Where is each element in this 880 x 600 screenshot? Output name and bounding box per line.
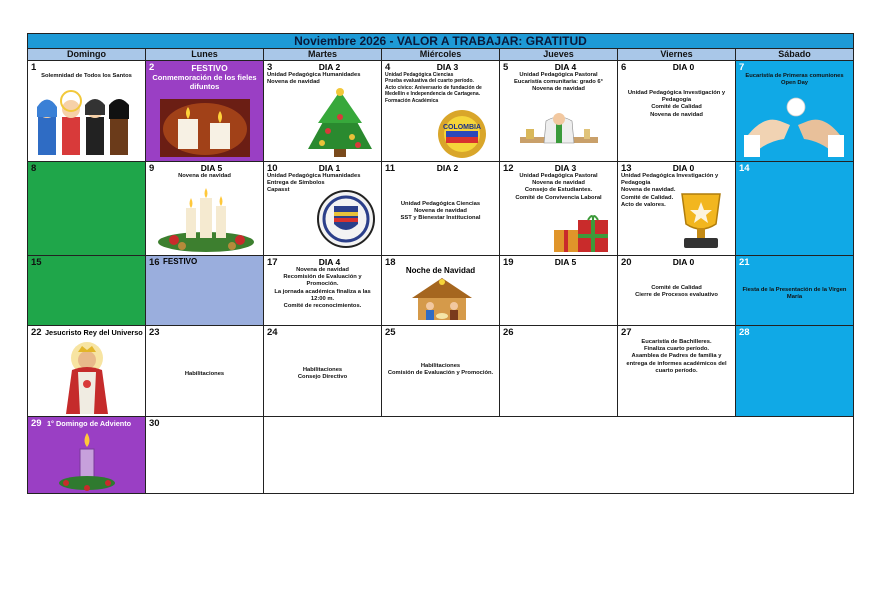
day-cell-17[interactable] <box>264 256 382 325</box>
dia-label: DIA 0 <box>672 163 695 173</box>
day-cell-8[interactable] <box>28 162 146 255</box>
day-note: Novena de navidad <box>414 208 467 215</box>
day-note: Novena de navidad <box>267 79 320 86</box>
day-number: 16 <box>149 257 160 268</box>
day-cell-12[interactable] <box>500 162 618 255</box>
trophy-icon <box>670 188 732 252</box>
day-note: Acto de valores. <box>621 201 666 208</box>
day-title: 1° Domingo de Adviento <box>47 419 132 428</box>
day-number: 10 <box>267 163 278 174</box>
day-cell-21[interactable] <box>736 256 853 325</box>
day-note: Asamblea de Padres de familia y entrega de informes académicos del cuarto período. <box>626 353 727 374</box>
day-number: 1 <box>31 62 37 73</box>
day-cell-11[interactable] <box>382 162 500 255</box>
weekday-friday: Viernes <box>618 49 736 60</box>
day-note: La jornada académica finaliza a las 12:00 m. <box>274 288 371 302</box>
weekday-tuesday: Martes <box>264 49 382 60</box>
day-cell-3[interactable] <box>264 61 382 161</box>
nativity-icon <box>410 276 474 322</box>
day-cell-29[interactable] <box>28 417 146 493</box>
day-note: Cierre de Procesos evaluativo <box>635 292 718 299</box>
day-note: Habilitaciones <box>184 371 225 377</box>
day-note: Novena de navidad <box>532 180 585 187</box>
day-note: Finaliza cuarto período. <box>643 346 710 353</box>
day-note: Comité de Calidad <box>651 104 702 111</box>
day-cell-6[interactable] <box>618 61 736 161</box>
colombia-seal-icon <box>430 109 494 159</box>
day-title: Jesucristo Rey del Universo <box>45 328 143 337</box>
day-note: Unidad Pedagógica Ciencias <box>385 72 454 78</box>
dia-label: DIA 1 <box>318 163 341 173</box>
day-cell-15[interactable] <box>28 256 146 325</box>
day-number: 6 <box>621 62 627 73</box>
day-cell-7[interactable] <box>736 61 853 161</box>
day-number: 28 <box>739 327 750 338</box>
day-number: 11 <box>385 163 396 174</box>
dia-label: DIA 4 <box>554 62 577 72</box>
day-cell-23[interactable] <box>146 326 264 416</box>
day-cell-18[interactable] <box>382 256 500 325</box>
week-row-3 <box>28 256 853 326</box>
day-number: 2 <box>149 62 155 73</box>
day-cell-14[interactable] <box>736 162 853 255</box>
day-cell-4[interactable] <box>382 61 500 161</box>
advent-candle-icon <box>56 431 118 491</box>
day-number: 8 <box>31 163 37 174</box>
day-number: 23 <box>149 327 160 338</box>
holiday-label: FESTIVO <box>163 257 198 266</box>
day-cell-19[interactable] <box>500 256 618 325</box>
dia-label: DIA 4 <box>318 257 341 267</box>
day-cell-2[interactable] <box>146 61 264 161</box>
day-note: Prueba evaluativa del cuarto período. <box>385 78 474 85</box>
day-number: 18 <box>385 257 396 268</box>
day-number: 25 <box>385 327 396 338</box>
day-note: Acto cívico: Aniversario de fundación de Medellín e Independencia de Cartagena. <box>385 84 482 98</box>
day-cell-1[interactable] <box>28 61 146 161</box>
day-note: Comité de Calidad <box>651 285 702 291</box>
day-note: Comité de reconocimientos. <box>283 303 362 310</box>
day-note: Unidad Pedagógica Pastoral <box>519 173 598 179</box>
dia-label: DIA 5 <box>200 163 223 173</box>
day-note: Novena de navidad <box>532 86 585 93</box>
week-row-5 <box>28 417 853 493</box>
day-note: Comité de Convivencia Laboral <box>515 194 602 201</box>
day-note: Recomisión de Evaluación y Promoción. <box>283 274 362 288</box>
day-note: Unidad Pedagógica Humanidades <box>267 72 361 78</box>
day-note: Novena de navidad. <box>621 187 676 194</box>
day-note: Novena de navidad <box>178 173 231 179</box>
day-number: 12 <box>503 163 514 174</box>
day-note: Conmemoración de los fieles difuntos <box>152 73 257 91</box>
calendar <box>27 33 854 494</box>
dia-label: DIA 3 <box>554 163 577 173</box>
weekday-thursday: Jueves <box>500 49 618 60</box>
day-number: 29 <box>31 418 42 429</box>
day-note: Fiesta de la Presentación de la Virgen María <box>742 287 847 301</box>
day-cell-28[interactable] <box>736 326 853 416</box>
day-number: 26 <box>503 327 514 338</box>
dia-label: DIA 2 <box>318 62 341 72</box>
day-cell-13[interactable] <box>618 162 736 255</box>
day-cell-10[interactable] <box>264 162 382 255</box>
day-number: 7 <box>739 62 745 73</box>
day-note: Novena de navidad <box>296 267 349 273</box>
christmas-tree-icon <box>300 87 380 159</box>
day-note: Unidad Pedagógica Humanidades <box>267 173 361 179</box>
day-cell-5[interactable] <box>500 61 618 161</box>
day-note: Unidad Pedagógica Pastoral <box>519 72 598 78</box>
day-title: Noche de Navidad <box>405 266 476 275</box>
candles-icon <box>160 99 250 157</box>
day-note: Novena de navidad <box>650 111 703 118</box>
dia-label: DIA 0 <box>672 257 695 267</box>
day-note: Unidad Pedagógica Investigación y Pedagogía <box>621 173 719 187</box>
empty-cells <box>264 417 853 493</box>
day-note: Unidad Pedagógica Ciencias <box>400 201 481 207</box>
day-note: Capasst <box>267 187 290 194</box>
christ-the-king-icon <box>52 340 122 414</box>
day-number: 19 <box>503 257 514 268</box>
day-note: Formación Académica <box>385 97 439 104</box>
day-number: 5 <box>503 62 509 73</box>
day-note: Eucaristía de Primeras comuniones <box>745 73 844 79</box>
day-note: Eucaristía comunitaria: grado 6° <box>514 79 603 86</box>
dia-label: DIA 0 <box>672 62 695 72</box>
day-number: 24 <box>267 327 278 338</box>
weekday-monday: Lunes <box>146 49 264 60</box>
week-row-1 <box>28 61 853 162</box>
day-note: Entrega de Símbolos <box>267 180 325 187</box>
day-number: 4 <box>385 62 391 73</box>
day-note: SST y Bienestar Institucional <box>400 215 481 222</box>
saints-illustration-icon <box>32 87 142 157</box>
weekday-header <box>28 49 853 61</box>
day-cell-30[interactable] <box>146 417 264 493</box>
day-note: Comisión de Evaluación y Promoción. <box>387 370 494 377</box>
week-row-4 <box>28 326 853 417</box>
day-number: 30 <box>149 418 160 429</box>
weekday-wednesday: Miércoles <box>382 49 500 60</box>
day-note: Solemnidad de Todos los Santos <box>41 73 132 79</box>
school-shield-icon <box>316 186 376 252</box>
day-number: 3 <box>267 62 273 73</box>
weekday-sunday: Domingo <box>28 49 146 60</box>
day-number: 9 <box>149 163 155 174</box>
priest-illustration-icon <box>516 109 602 157</box>
day-note: Consejo de Estudiantes. <box>524 187 593 194</box>
christmas-candles-icon <box>156 184 256 254</box>
calendar-title: Noviembre 2026 - VALOR A TRABAJAR: GRATITUD <box>28 34 853 49</box>
day-cell-9[interactable] <box>146 162 264 255</box>
dia-label: DIA 3 <box>436 62 459 72</box>
seal-text: COLOMBIA <box>442 124 482 131</box>
day-cell-25[interactable] <box>382 326 500 416</box>
day-number: 27 <box>621 327 632 338</box>
gift-boxes-icon <box>552 212 612 254</box>
dia-label: DIA 2 <box>436 163 459 173</box>
day-cell-22[interactable] <box>28 326 146 416</box>
day-number: 17 <box>267 257 278 268</box>
day-note: Unidad Pedagógica Investigación y Pedagogía <box>627 90 726 104</box>
day-number: 21 <box>739 257 750 268</box>
day-cell-26[interactable] <box>500 326 618 416</box>
day-cell-27[interactable] <box>618 326 736 416</box>
day-note: Open Day <box>780 80 809 87</box>
day-number: 20 <box>621 257 632 268</box>
day-cell-24[interactable] <box>264 326 382 416</box>
day-number: 13 <box>621 163 632 174</box>
day-number: 15 <box>31 257 42 268</box>
weekday-saturday: Sábado <box>778 49 811 59</box>
day-note: Comité de Calidad. <box>621 194 674 201</box>
day-note: Habilitaciones <box>302 367 343 373</box>
day-note: Eucaristía de Bachilleres. <box>641 339 712 345</box>
communion-hands-icon <box>744 95 844 157</box>
day-note: Consejo Directivo <box>297 374 348 381</box>
day-note: Habilitaciones <box>420 363 461 369</box>
dia-label: DIA 5 <box>554 257 577 267</box>
day-number: 22 <box>31 327 42 338</box>
week-row-2 <box>28 162 853 256</box>
day-cell-20[interactable] <box>618 256 736 325</box>
day-number: 14 <box>739 163 750 174</box>
day-cell-16[interactable] <box>146 256 264 325</box>
holiday-label: FESTIVO <box>191 63 228 73</box>
